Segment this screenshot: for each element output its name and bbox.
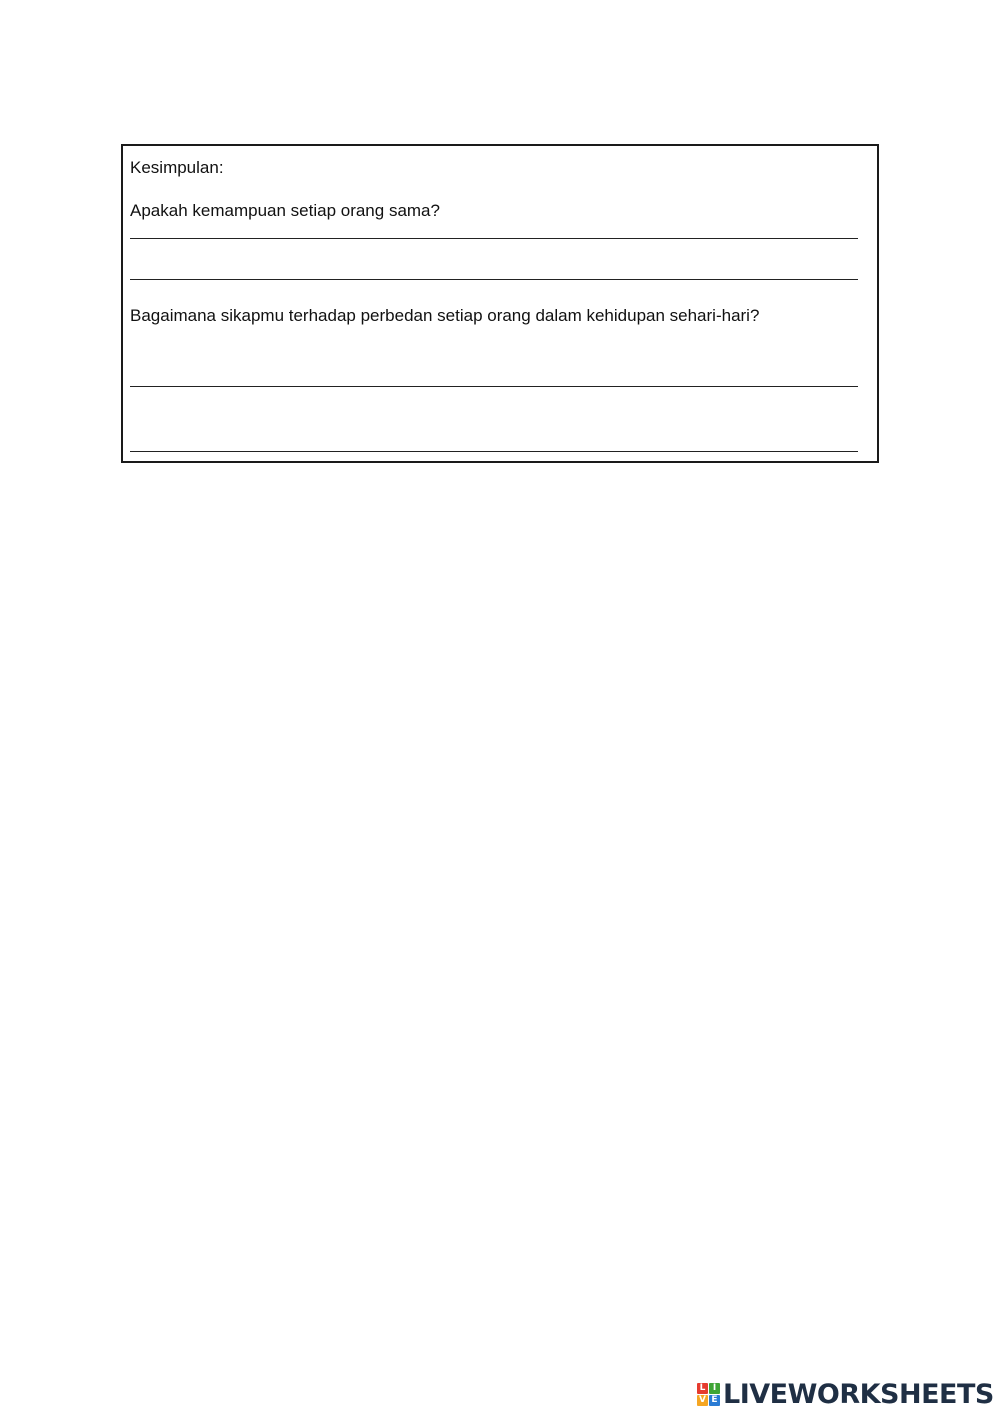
answer-line-2[interactable] — [130, 279, 858, 280]
conclusion-heading: Kesimpulan: — [130, 158, 224, 177]
answer-line-1[interactable] — [130, 238, 858, 239]
liveworksheets-logo — [697, 1377, 994, 1411]
conclusion-box — [121, 144, 879, 463]
logo-mark-letter: E — [709, 1395, 720, 1406]
logo-mark-letter: I — [709, 1383, 720, 1394]
question-1-text: Apakah kemampuan setiap orang sama? — [130, 201, 440, 220]
liveworksheets-logo-icon — [697, 1383, 720, 1406]
logo-mark-letter: V — [697, 1395, 708, 1406]
answer-line-3[interactable] — [130, 386, 858, 387]
question-2-text: Bagaimana sikapmu terhadap perbedan setiap orang dalam kehidupan sehari-hari? — [130, 306, 760, 325]
logo-mark-letter: L — [697, 1383, 708, 1394]
logo-wordmark: LIVEWORKSHEETS — [723, 1378, 994, 1410]
answer-line-4[interactable] — [130, 451, 858, 452]
